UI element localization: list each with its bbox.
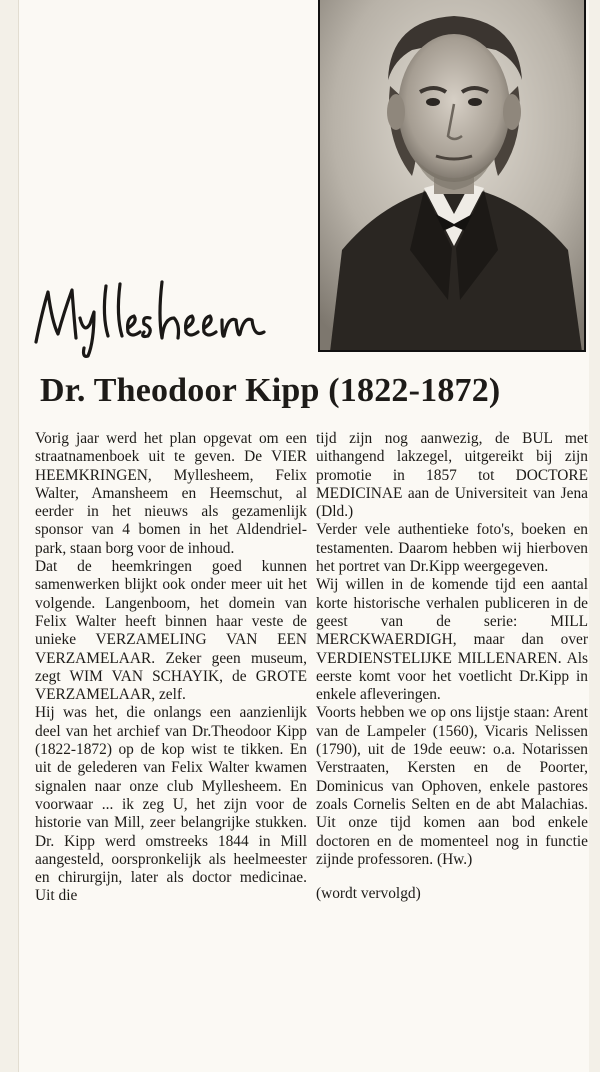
paragraph: Dat de heemkringen goed kunnen samenwerken blijkt ook onder meer uit het volgende. Langenboom, het domein van Felix Walter heeft binnen haar veste de unieke VERZAMELING VAN EEN VERZAMELAAR. Zeker geen museum, zegt WIM VAN SCHAYIK, de GROTE VERZAMELAAR, zelf. bbox=[35, 558, 307, 704]
paragraph: Vorig jaar werd het plan opgevat om een straatnamenboek uit te geven. De VIER HEEMKRINGEN, Myllesheem, Felix Walter, Amansheem en Heemschut, al eerder in het nieuws als gezamenlijk sponsor van 4 bomen in het Aldendriel-park, staan borg voor de inhoud. bbox=[35, 430, 307, 557]
signature-myllesheem bbox=[28, 272, 298, 362]
article-column-left bbox=[35, 430, 307, 906]
paragraph: Wij willen in de komende tijd een aantal korte historische verhalen publiceren in de geest van de serie: MILL MERCKWAERDIGH, maar dan over VERDIENSTELIJKE MILLENAREN. Als eerste komt voor het voetlicht Dr.Kipp in enkele afleveringen. bbox=[316, 576, 588, 704]
article-column-right bbox=[316, 430, 588, 903]
article-headline: Dr. Theodoor Kipp (1822-1872) bbox=[40, 372, 501, 409]
paragraph: Voorts hebben we op ons lijstje staan: Arent van de Lampeler (1560), Vicaris Nelissen (1790), uit de 19de eeuw: o.a. Notarissen Verstraaten, Kersten en de Poorter, Dominicus van Ophoven, enkele pastores zoals Cornelis Selten en de abt Malachias. Uit onze tijd komen aan bod enkele doctoren en de momenteel nog in functie zijnde professoren. (Hw.) bbox=[316, 704, 588, 868]
to-be-continued-note: (wordt vervolgd) bbox=[316, 885, 421, 903]
paragraph: tijd zijn nog aanwezig, de BUL met uithangend lakzegel, uitgereikt bij zijn promotie in 1857 tot DOCTORE MEDICINAE aan de Universiteit van Jena (Dld.) bbox=[316, 430, 588, 521]
paragraph: Verder vele authentieke foto's, boeken en testamenten. Daarom hebben wij hierboven het portret van Dr.Kipp weergegeven. bbox=[316, 521, 588, 576]
portrait-photo bbox=[318, 0, 586, 352]
paragraph: Hij was het, die onlangs een aanzienlijk deel van het archief van Dr.Theodoor Kipp (1822-1872) op de kop wist te tikken. En uit de gelederen van Felix Walter kwamen signalen naar onze club Myllesheem. En voorwaar ... ik zeg U, het zijn voor de historie van Mill, zeer belangrijke stukken. Dr. Kipp werd omstreeks 1844 in Mill aangesteld, oorspronkelijk als heelmeester en chirurgijn, later als doctor medicinae. Uit die bbox=[35, 704, 307, 905]
